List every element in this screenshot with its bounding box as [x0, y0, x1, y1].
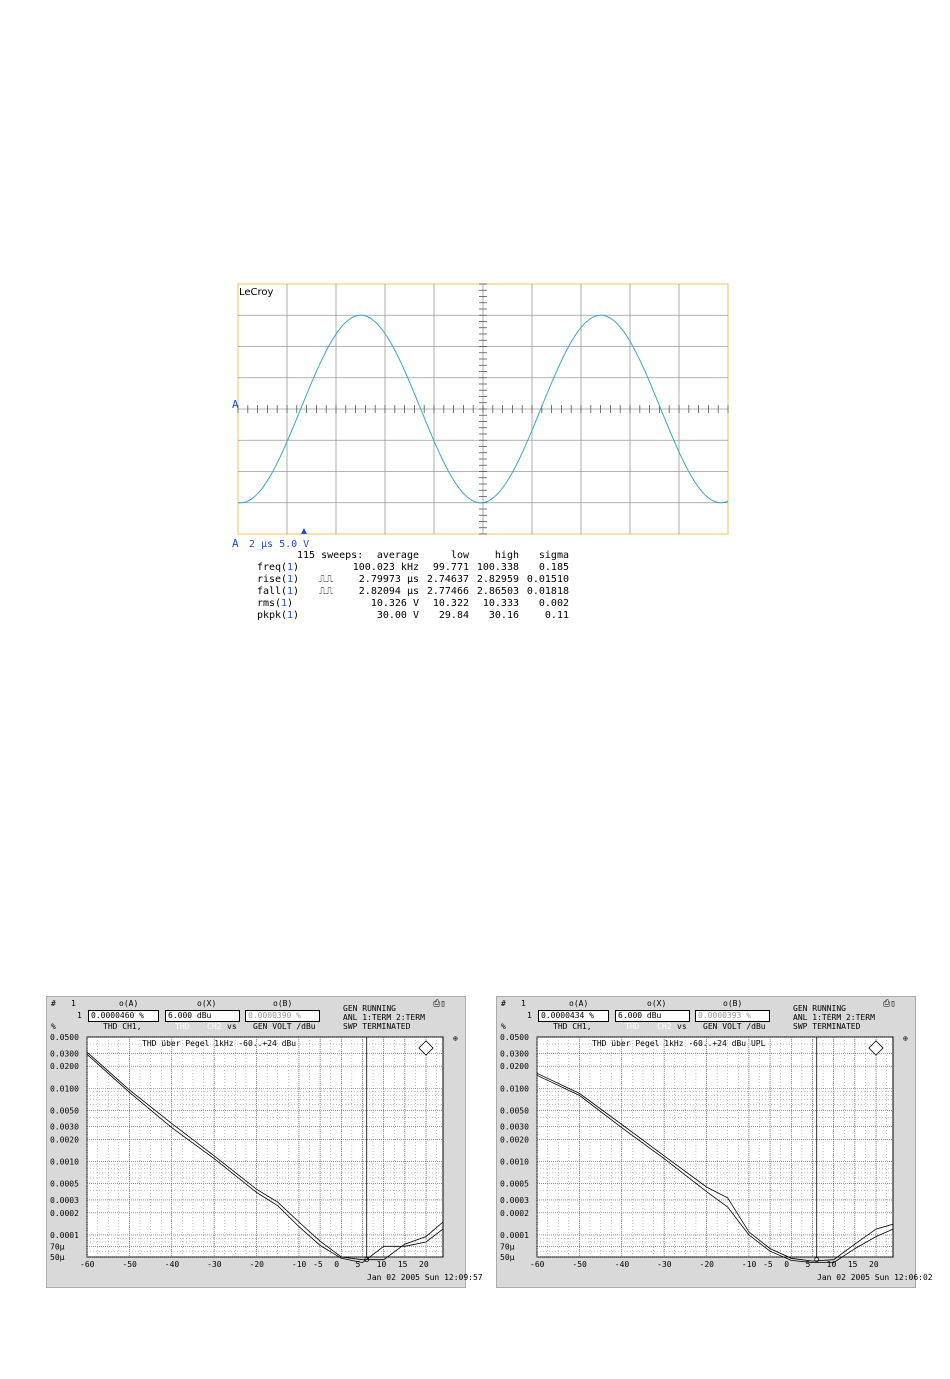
upl-analyzer-panel-1 — [46, 996, 483, 1288]
y-tick-label: 0.0500 — [500, 1033, 529, 1042]
meas-name: freq — [257, 562, 282, 573]
paren-open: ( — [281, 574, 288, 585]
y-tick-label: 0.0100 — [500, 1084, 529, 1094]
x-tick-label: -30 — [207, 1260, 222, 1269]
y-tick-label: 0.0200 — [500, 1062, 529, 1072]
x-tick-label: -10 — [741, 1260, 757, 1269]
y-tick-label: 0.0010 — [500, 1157, 529, 1167]
printer-icon: ⎙▯ — [433, 999, 446, 1009]
sub-a: THD CH1, — [553, 1022, 592, 1031]
meas-low: 10.322 — [432, 598, 469, 609]
paren-close: ) — [293, 610, 300, 621]
meas-name: pkpk — [257, 610, 282, 621]
x-tick-label: 20 — [419, 1260, 429, 1269]
col-b-label: o(B) — [723, 999, 743, 1008]
upl-analyzer-panel-2 — [496, 996, 933, 1288]
meas-sigma: 0.002 — [538, 598, 569, 609]
x-tick-label: -5 — [763, 1260, 773, 1269]
y-tick-label: 0.0030 — [500, 1122, 529, 1132]
sub-x-thd: THD — [175, 1022, 190, 1031]
y-tick-label: 0.0020 — [500, 1135, 529, 1145]
y-tick-label: 50µ — [500, 1253, 515, 1262]
pulse-icon: ⎍⎍ — [319, 574, 333, 585]
x-tick-label: 0 — [784, 1260, 790, 1269]
row-number: 1 — [77, 1011, 82, 1020]
sub-b: GEN VOLT /dBu — [253, 1022, 316, 1031]
sub-x-ch2: CH2 — [657, 1022, 672, 1031]
meas-channel: 1 — [287, 610, 294, 621]
header-high: high — [494, 550, 519, 561]
y-tick-label: 0.0050 — [50, 1106, 79, 1116]
plot-area — [87, 1037, 443, 1257]
y-tick-label: 0.0030 — [50, 1122, 79, 1132]
meas-high: 30.16 — [488, 610, 519, 621]
meas-low: 2.77466 — [426, 586, 469, 597]
paren-close: ) — [293, 586, 300, 597]
y-tick-label: 0.0003 — [50, 1195, 79, 1205]
value-x-field[interactable]: 6.000 dBu — [615, 1010, 690, 1022]
x-tick-label: -50 — [122, 1260, 137, 1269]
x-tick-label: -60 — [80, 1260, 95, 1269]
y-tick-label: 0.0002 — [50, 1208, 79, 1218]
x-tick-label: -5 — [313, 1260, 323, 1269]
meas-high: 2.86503 — [476, 586, 519, 597]
x-tick-label: -50 — [572, 1260, 587, 1269]
x-tick-label: 15 — [847, 1260, 858, 1269]
meas-high: 2.82959 — [476, 574, 519, 585]
status-gen: GEN RUNNING — [793, 1004, 846, 1013]
meas-high: 10.333 — [482, 598, 519, 609]
graph-title: THD über Pegel 1kHz -60..+24 dBu — [142, 1039, 297, 1048]
meas-channel: 1 — [287, 586, 294, 597]
meas-channel: 1 — [287, 574, 294, 585]
meas-sigma: 0.11 — [544, 610, 569, 621]
y-tick-label: 0.0001 — [50, 1230, 79, 1240]
sub-b: GEN VOLT /dBu — [703, 1022, 766, 1031]
x-tick-label: 0 — [334, 1260, 340, 1269]
sub-x-vs: vs — [677, 1022, 687, 1031]
y-tick-label: 0.0001 — [500, 1230, 529, 1240]
row-number: 1 — [527, 1011, 532, 1020]
paren-close: ) — [293, 562, 300, 573]
y-tick-label: 0.0005 — [500, 1179, 529, 1189]
y-tick-label: 70µ — [50, 1242, 65, 1252]
meas-channel: 1 — [281, 598, 288, 609]
x-tick-label: -20 — [699, 1260, 714, 1269]
meas-name: rms — [257, 598, 276, 609]
y-tick-label: 0.0200 — [50, 1062, 79, 1072]
x-tick-label: 5 — [355, 1260, 361, 1269]
meas-name: fall — [257, 586, 282, 597]
thd-graph — [47, 997, 465, 1287]
timebase-readout: 2 µs 5.0 V — [249, 539, 310, 550]
sub-x-thd: THD — [625, 1022, 640, 1031]
meas-sigma: 0.185 — [538, 562, 569, 573]
status-anl: ANL 1:TERM 2:TERM — [343, 1013, 425, 1022]
meas-channel: 1 — [287, 562, 294, 573]
x-tick-label: 5 — [805, 1260, 811, 1269]
sub-x-ch2: CH2 — [207, 1022, 222, 1031]
x-tick-label: 15 — [397, 1260, 408, 1269]
meas-name: rise — [257, 574, 282, 585]
meas-sigma: 0.01510 — [526, 574, 569, 585]
value-b-field[interactable]: 0.0000393 % — [695, 1010, 770, 1022]
meas-average: 100.023 kHz — [352, 562, 419, 573]
y-tick-label: 0.0300 — [50, 1049, 79, 1059]
scope-graticule — [233, 282, 730, 550]
x-tick-label: 10 — [376, 1260, 387, 1269]
brand-logo: LeCroy — [239, 287, 274, 298]
paren-close: ) — [293, 574, 300, 585]
meas-average: 10.326 V — [370, 598, 419, 609]
paren-open: ( — [281, 562, 288, 573]
x-tick-label: -40 — [614, 1260, 630, 1269]
oscilloscope-display — [233, 282, 730, 640]
meas-average: 2.79973 µs — [358, 574, 419, 585]
y-tick-label: 0.0050 — [500, 1106, 529, 1116]
col-a-label: o(A) — [119, 999, 139, 1008]
sub-a: THD CH1, — [103, 1022, 142, 1031]
y-tick-label: 0.0010 — [50, 1157, 79, 1167]
value-a-field[interactable]: 0.0000434 % — [538, 1010, 609, 1022]
sub-x-vs: vs — [227, 1022, 237, 1031]
y-tick-label: 70µ — [500, 1242, 515, 1252]
thd-graph — [497, 997, 915, 1287]
x-tick-label: -20 — [249, 1260, 264, 1269]
header-sigma: sigma — [538, 550, 569, 561]
meas-low: 29.84 — [438, 610, 469, 621]
status-swp: SWP TERMINATED — [343, 1022, 411, 1031]
channel-marker: A — [232, 398, 239, 411]
value-b-field[interactable]: 0.0000390 % — [245, 1010, 320, 1022]
status-gen: GEN RUNNING — [343, 1004, 396, 1013]
scroll-marker-icon: ⊕ — [453, 1034, 458, 1043]
y-tick-label: 0.0300 — [500, 1049, 529, 1059]
timestamp: Jan 02 2005 Sun 12:09:57 — [367, 1273, 483, 1282]
y-tick-label: 0.0003 — [500, 1195, 529, 1205]
col-x-label: o(X) — [647, 999, 667, 1008]
paren-open: ( — [275, 598, 282, 609]
graph-title: THD über Pegel 1kHz -60..+24 dBu UPL — [592, 1039, 766, 1048]
meas-low: 2.74637 — [426, 574, 469, 585]
meas-average: 30.00 V — [376, 610, 419, 621]
x-tick-label: 20 — [869, 1260, 879, 1269]
sweeps-label: 115 sweeps: — [297, 550, 364, 561]
paren-close: ) — [287, 598, 294, 609]
meas-high: 100.338 — [476, 562, 519, 573]
value-a-field[interactable]: 0.0000460 % — [88, 1010, 159, 1022]
x-tick-label: -40 — [164, 1260, 180, 1269]
y-tick-label: 0.0005 — [50, 1179, 79, 1189]
value-x-field[interactable]: 6.000 dBu — [165, 1010, 240, 1022]
col-b-label: o(B) — [273, 999, 293, 1008]
x-tick-label: -60 — [530, 1260, 545, 1269]
hash-label: # — [501, 999, 506, 1008]
pulse-icon: ⎍⎍ — [319, 586, 333, 597]
col-a-label: o(A) — [569, 999, 589, 1008]
plot-area — [537, 1037, 893, 1257]
x-tick-label: -30 — [657, 1260, 672, 1269]
y-unit: % — [501, 1022, 506, 1031]
paren-open: ( — [281, 610, 288, 621]
scroll-marker-icon: ⊕ — [903, 1034, 908, 1043]
x-tick-label: 10 — [826, 1260, 837, 1269]
status-anl: ANL 1:TERM 2:TERM — [793, 1013, 875, 1022]
printer-icon: ⎙▯ — [883, 999, 896, 1009]
paren-open: ( — [281, 586, 288, 597]
meas-low: 99.771 — [432, 562, 469, 573]
channel-marker-bottom: A — [232, 537, 239, 550]
meas-average: 2.82094 µs — [358, 586, 419, 597]
col-x-label: o(X) — [197, 999, 217, 1008]
y-tick-label: 0.0002 — [500, 1208, 529, 1218]
y-tick-label: 0.0500 — [50, 1033, 79, 1042]
y-tick-label: 50µ — [50, 1253, 65, 1262]
header-average: average — [376, 550, 419, 561]
timestamp: Jan 02 2005 Sun 12:06:02 — [817, 1273, 933, 1282]
header-low: low — [450, 550, 469, 561]
x-tick-label: -10 — [291, 1260, 307, 1269]
hash-label: # — [51, 999, 56, 1008]
trace-number: 1 — [521, 999, 526, 1008]
y-tick-label: 0.0100 — [50, 1084, 79, 1094]
meas-sigma: 0.01818 — [526, 586, 569, 597]
y-tick-label: 0.0020 — [50, 1135, 79, 1145]
status-swp: SWP TERMINATED — [793, 1022, 861, 1031]
trace-number: 1 — [71, 999, 76, 1008]
y-unit: % — [51, 1022, 56, 1031]
